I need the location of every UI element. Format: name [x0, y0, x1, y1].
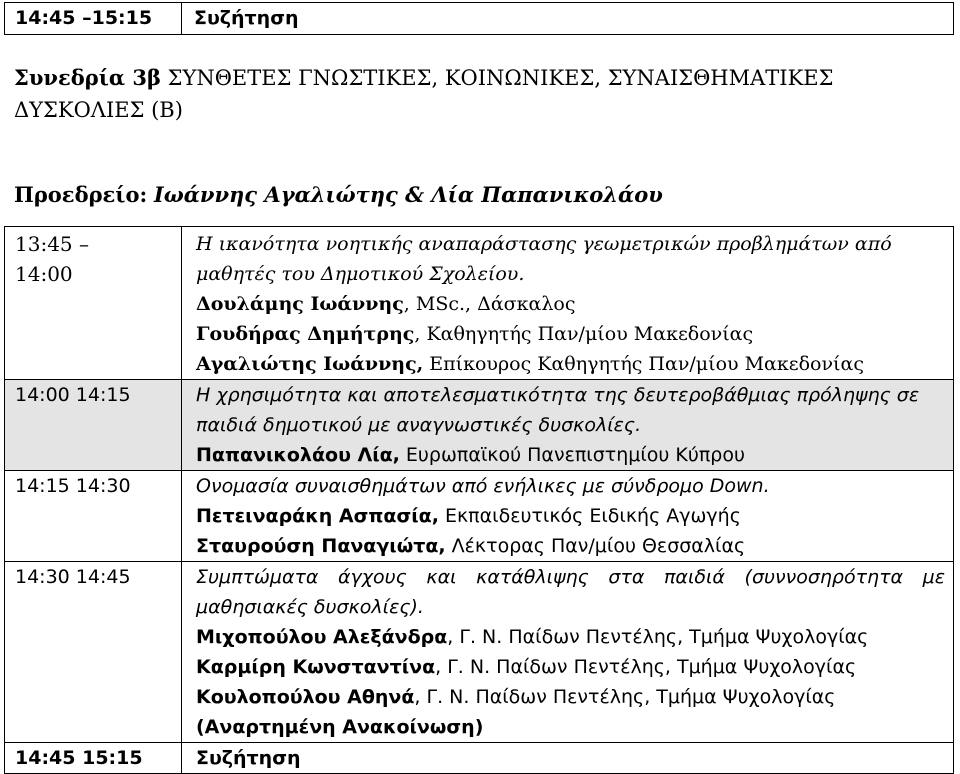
author-name: Γουδήρας Δημήτρης: [196, 323, 415, 345]
author-name: Δουλάμης Ιωάννης: [196, 293, 404, 315]
author-affiliation: , Καθηγητής Παν/μίου Μακεδονίας: [414, 323, 754, 345]
session-title-line2: ΔΥΣΚΟΛΙΕΣ (Β): [14, 98, 183, 122]
time-cell: 14:45 –15:15: [5, 3, 182, 35]
talk-title: μαθητές του Δημοτικού Σχολείου.: [196, 263, 525, 285]
time-cell: 14:15 14:30: [5, 471, 182, 562]
top-discussion-table: [4, 2, 954, 35]
author-line: [196, 652, 945, 682]
table-row: [5, 471, 954, 562]
table-row: [5, 227, 954, 380]
author-name: Καρμίρη Κωνσταντίνα: [196, 656, 436, 678]
talk-title: Συμπτώματα άγχους και κατάθλιψης στα παιδιά (συννοσηρότητα με: [196, 566, 945, 588]
talk-cell: [182, 471, 954, 562]
author-affiliation: Ευρωπαϊκού Πανεπιστημίου Κύπρου: [399, 444, 745, 466]
discussion-cell: Συζήτηση: [182, 743, 954, 774]
time-line: 14:00: [15, 262, 73, 286]
author-line: [196, 349, 945, 379]
table-row: [5, 743, 954, 774]
author-affiliation: , Γ. Ν. Παίδων Πεντέλης, Τμήμα Ψυχολογίας: [435, 656, 857, 678]
author-line: [196, 440, 945, 470]
author-name: Κουλοπούλου Αθηνά: [196, 686, 415, 708]
time-line: 13:45 –: [15, 232, 89, 256]
talk-cell: [182, 562, 954, 743]
time-cell: 14:30 14:45: [5, 562, 182, 743]
talk-cell: [182, 227, 954, 380]
table-row: [5, 3, 954, 35]
author-affiliation: , Γ. Ν. Παίδων Πεντέλης, Τμήμα Ψυχολογίας: [447, 626, 869, 648]
talk-title: παιδιά δημοτικού με αναγνωστικές δυσκολίες.: [196, 414, 642, 436]
author-affiliation: Επίκουρος Καθηγητής Παν/μίου Μακεδονίας: [423, 353, 864, 375]
presidium-names: Ιωάννης Αγαλιώτης & Λία Παπανικολάου: [153, 182, 663, 207]
author-line: [196, 531, 945, 561]
talk-title: μαθησιακές δυσκολίες).: [196, 596, 424, 618]
talk-title: Η χρησιμότητα και αποτελεσματικότητα της δευτεροβάθμιας πρόληψης σε: [196, 384, 920, 406]
poster-note: (Αναρτημένη Ανακοίνωση): [196, 716, 484, 738]
time-cell: 14:00 14:15: [5, 380, 182, 471]
author-line: [196, 319, 945, 349]
session-label: Συνεδρία 3β: [14, 65, 161, 90]
author-line: [196, 682, 945, 712]
time-cell: [5, 227, 182, 380]
program-table: [4, 226, 954, 774]
table-row: [5, 380, 954, 471]
author-line: [196, 501, 945, 531]
talk-cell: [182, 380, 954, 471]
author-name: Μιχοπούλου Αλεξάνδρα: [196, 626, 448, 648]
presidium-label: Προεδρείο:: [14, 182, 148, 207]
author-name: Παπανικολάου Λία,: [196, 444, 400, 466]
presidium: [14, 180, 663, 210]
talk-title: Η ικανότητα νοητικής αναπαράστασης γεωμετρικών προβλημάτων από: [196, 233, 892, 255]
author-name: Αγαλιώτης Ιωάννης,: [196, 353, 424, 375]
author-name: Πετειναράκη Ασπασία,: [196, 505, 439, 527]
author-name: Σταυρούση Παναγιώτα,: [196, 535, 446, 557]
session-title-line1: ΣΥΝΘΕΤΕΣ ΓΝΩΣΤΙΚΕΣ, ΚΟΙΝΩΝΙΚΕΣ, ΣΥΝΑΙΣΘΗΜΑΤΙΚΕΣ: [167, 66, 834, 90]
author-affiliation: Λέκτορας Παν/μίου Θεσσαλίας: [445, 535, 746, 557]
author-line: [196, 622, 945, 652]
table-row: [5, 562, 954, 743]
author-line: [196, 289, 945, 319]
talk-title: Ονομασία συναισθημάτων από ενήλικες με σύνδρομο Down.: [196, 475, 770, 497]
session-heading: [14, 62, 944, 126]
time-cell: 14:45 15:15: [5, 743, 182, 774]
author-affiliation: , MSc., Δάσκαλος: [403, 293, 576, 315]
discussion-cell: Συζήτηση: [182, 3, 954, 35]
author-affiliation: Εκπαιδευτικός Ειδικής Αγωγής: [438, 505, 741, 527]
author-affiliation: , Γ. Ν. Παίδων Πεντέλης, Τμήμα Ψυχολογίας: [414, 686, 836, 708]
